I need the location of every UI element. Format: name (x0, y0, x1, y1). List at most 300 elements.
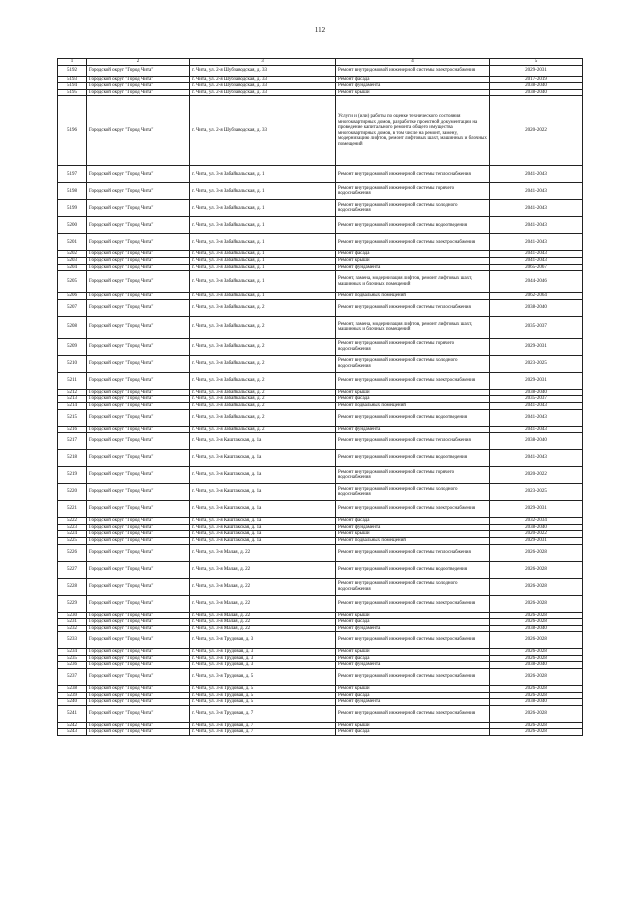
municipality-cell: Городской округ "Город Чита" (87, 612, 190, 619)
period-cell: 2041-2043 (490, 234, 583, 251)
work-type-cell: Ремонт фасада (336, 396, 490, 403)
work-type-cell: Ремонт внутридомовой инженерной системы водоотведения (336, 217, 490, 234)
address-cell: г. Чита, ул. 3-я Каштакская, д. 1а (190, 450, 336, 467)
work-type-cell: Ремонт крыши (336, 649, 490, 656)
row-number: 5199 (58, 200, 87, 217)
column-header: 1 (58, 59, 87, 66)
period-cell: 2026-2028 (490, 561, 583, 578)
table-row (58, 692, 583, 699)
work-type-cell: Ремонт, замена, модернизация лифтов, ремонт лифтовых шахт, машинных и блочных помещений (336, 316, 490, 338)
address-cell: г. Чита, ул. 2-я Шубзаводская, д. 33 (190, 65, 336, 76)
row-number: 5230 (58, 612, 87, 619)
table-row (58, 426, 583, 433)
address-cell: г. Чита, ул. 2-я Шубзаводская, д. 33 (190, 76, 336, 83)
address-cell: г. Чита, ул. 2-я Шубзаводская, д. 33 (190, 96, 336, 166)
municipality-cell: Городской округ "Город Чита" (87, 234, 190, 251)
period-cell: 2041-2043 (490, 217, 583, 234)
table-row (58, 355, 583, 372)
address-cell: г. Чита, ул. 3-я Малая, д. 22 (190, 544, 336, 561)
municipality-cell: Городской округ "Город Чита" (87, 561, 190, 578)
period-cell: 2026-2028 (490, 686, 583, 693)
table-row (58, 729, 583, 736)
work-type-cell: Ремонт фасада (336, 518, 490, 525)
municipality-cell: Городской округ "Город Чита" (87, 531, 190, 538)
row-number: 5227 (58, 561, 87, 578)
address-cell: г. Чита, ул. 3-я Малая, д. 22 (190, 578, 336, 595)
address-cell: г. Чита, ул. 3-я Каштакская, д. 1а (190, 524, 336, 531)
period-cell: 2041-2043 (490, 257, 583, 264)
period-cell: 2026-2028 (490, 612, 583, 619)
row-number: 5212 (58, 389, 87, 396)
municipality-cell: Городской округ "Город Чита" (87, 578, 190, 595)
table-row (58, 561, 583, 578)
address-cell: г. Чита, ул. 3-я Трудовая, д. 3 (190, 662, 336, 669)
municipality-cell: Городской округ "Город Чита" (87, 544, 190, 561)
work-type-cell: Ремонт фундамента (336, 264, 490, 271)
work-type-cell: Ремонт фундамента (336, 83, 490, 90)
table-row (58, 699, 583, 706)
row-number: 5219 (58, 467, 87, 484)
page-number: 112 (314, 26, 326, 34)
row-number: 5201 (58, 234, 87, 251)
row-number: 5215 (58, 409, 87, 426)
municipality-cell: Городской округ "Город Чита" (87, 484, 190, 501)
address-cell: г. Чита, ул. 3-я Каштакская, д. 1а (190, 484, 336, 501)
work-type-cell: Ремонт подвальных помещений (336, 537, 490, 544)
municipality-cell: Городской округ "Город Чита" (87, 722, 190, 729)
work-type-cell: Ремонт внутридомовой инженерной системы электроснабжения (336, 595, 490, 612)
work-type-cell: Ремонт внутридомовой инженерной системы холодного водоснабжения (336, 484, 490, 501)
municipality-cell: Городской округ "Город Чита" (87, 389, 190, 396)
table-row (58, 299, 583, 316)
address-cell: г. Чита, ул. 3-я Забайкальская, д. 1 (190, 234, 336, 251)
period-cell: 2029-2031 (490, 338, 583, 355)
row-number: 5195 (58, 89, 87, 96)
row-number: 5233 (58, 632, 87, 649)
period-cell: 2026-2028 (490, 632, 583, 649)
row-number: 5221 (58, 501, 87, 518)
municipality-cell: Городской округ "Город Чита" (87, 338, 190, 355)
work-type-cell: Ремонт фасада (336, 251, 490, 258)
period-cell: 2026-2028 (490, 578, 583, 595)
period-cell: 2038-2040 (490, 89, 583, 96)
row-number: 5238 (58, 686, 87, 693)
municipality-cell: Городской округ "Город Чита" (87, 537, 190, 544)
address-cell: г. Чита, ул. 3-я Трудовая, д. 3 (190, 649, 336, 656)
work-type-cell: Услуги и (или) работы по оценке технического состояния многоквартирных домов, разработке проектной документации на проведение капитального ремонта общего имущества многоквартирных домов, в том числе на ремонт, замену, модернизацию лифтов, ремонт лифтовых шахт, машинных и блочных помещений (336, 96, 490, 166)
row-number: 5211 (58, 372, 87, 389)
period-cell: 2029-2031 (490, 65, 583, 76)
column-header: 2 (87, 59, 190, 66)
row-number: 5206 (58, 293, 87, 300)
row-number: 5202 (58, 251, 87, 258)
row-number: 5217 (58, 433, 87, 450)
row-number: 5240 (58, 699, 87, 706)
column-header: 3 (190, 59, 336, 66)
period-cell: 2041-2043 (490, 409, 583, 426)
work-type-cell: Ремонт фундамента (336, 699, 490, 706)
work-type-cell: Ремонт фасада (336, 619, 490, 626)
address-cell: г. Чита, ул. 3-я Забайкальская, д. 1 (190, 166, 336, 183)
table-row (58, 217, 583, 234)
table-row (58, 625, 583, 632)
municipality-cell: Городской округ "Город Чита" (87, 89, 190, 96)
period-cell: 2041-2043 (490, 426, 583, 433)
table-row (58, 76, 583, 83)
municipality-cell: Городской округ "Город Чита" (87, 662, 190, 669)
work-type-cell: Ремонт внутридомовой инженерной системы электроснабжения (336, 65, 490, 76)
period-cell: 2026-2028 (490, 619, 583, 626)
address-cell: г. Чита, ул. 3-я Каштакская, д. 1а (190, 501, 336, 518)
period-cell: 2026-2028 (490, 692, 583, 699)
work-type-cell: Ремонт фасада (336, 692, 490, 699)
period-cell: 2026-2028 (490, 729, 583, 736)
address-cell: г. Чита, ул. 3-я Забайкальская, д. 1 (190, 293, 336, 300)
row-number: 5226 (58, 544, 87, 561)
work-type-cell: Ремонт внутридомовой инженерной системы горячего водоснабжения (336, 467, 490, 484)
table-row (58, 705, 583, 722)
row-number: 5197 (58, 166, 87, 183)
table-row (58, 433, 583, 450)
municipality-cell: Городской округ "Город Чита" (87, 705, 190, 722)
row-number: 5236 (58, 662, 87, 669)
address-cell: г. Чита, ул. 3-я Забайкальская, д. 1 (190, 183, 336, 200)
table-row (58, 409, 583, 426)
work-type-cell: Ремонт фундамента (336, 662, 490, 669)
address-cell: г. Чита, ул. 3-я Забайкальская, д. 2 (190, 396, 336, 403)
period-cell: 2026-2028 (490, 705, 583, 722)
period-cell: 2029-2031 (490, 501, 583, 518)
row-number: 5214 (58, 402, 87, 409)
municipality-cell: Городской округ "Город Чита" (87, 699, 190, 706)
municipality-cell: Городской округ "Город Чита" (87, 518, 190, 525)
address-cell: г. Чита, ул. 3-я Трудовая, д. 7 (190, 705, 336, 722)
table-row (58, 402, 583, 409)
row-number: 5229 (58, 595, 87, 612)
table-row (58, 662, 583, 669)
work-type-cell: Ремонт фасада (336, 729, 490, 736)
municipality-cell: Городской округ "Город Чита" (87, 686, 190, 693)
municipality-cell: Городской округ "Город Чита" (87, 649, 190, 656)
municipality-cell: Городской округ "Город Чита" (87, 200, 190, 217)
municipality-cell: Городской округ "Город Чита" (87, 183, 190, 200)
period-cell: 2038-2040 (490, 389, 583, 396)
municipality-cell: Городской округ "Город Чита" (87, 65, 190, 76)
address-cell: г. Чита, ул. 3-я Малая, д. 22 (190, 561, 336, 578)
period-cell: 2044-2046 (490, 271, 583, 293)
municipality-cell: Городской округ "Город Чита" (87, 409, 190, 426)
address-cell: г. Чита, ул. 3-я Забайкальская, д. 1 (190, 217, 336, 234)
row-number: 5210 (58, 355, 87, 372)
work-type-cell: Ремонт фундамента (336, 524, 490, 531)
table-row (58, 450, 583, 467)
period-cell: 2026-2028 (490, 649, 583, 656)
table-row (58, 595, 583, 612)
municipality-cell: Городской округ "Город Чита" (87, 372, 190, 389)
address-cell: г. Чита, ул. 3-я Трудовая, д. 7 (190, 722, 336, 729)
municipality-cell: Городской округ "Город Чита" (87, 76, 190, 83)
row-number: 5203 (58, 257, 87, 264)
address-cell: г. Чита, ул. 3-я Каштакская, д. 1а (190, 537, 336, 544)
table-body (58, 65, 583, 735)
period-cell: 2026-2028 (490, 655, 583, 662)
table-row (58, 264, 583, 271)
address-cell: г. Чита, ул. 3-я Забайкальская, д. 2 (190, 426, 336, 433)
row-number: 5213 (58, 396, 87, 403)
work-type-cell: Ремонт фундамента (336, 625, 490, 632)
table-row (58, 544, 583, 561)
work-type-cell: Ремонт внутридомовой инженерной системы теплоснабжения (336, 299, 490, 316)
table-row (58, 293, 583, 300)
address-cell: г. Чита, ул. 3-я Малая, д. 22 (190, 619, 336, 626)
address-cell: г. Чита, ул. 3-я Забайкальская, д. 2 (190, 316, 336, 338)
municipality-cell: Городской округ "Город Чита" (87, 426, 190, 433)
period-cell: 2038-2040 (490, 699, 583, 706)
address-cell: г. Чита, ул. 3-я Трудовая, д. 5 (190, 692, 336, 699)
column-header: 5 (490, 59, 583, 66)
address-cell: г. Чита, ул. 3-я Забайкальская, д. 2 (190, 355, 336, 372)
row-number: 5194 (58, 83, 87, 90)
period-cell: 2038-2040 (490, 83, 583, 90)
table-row (58, 316, 583, 338)
address-cell: г. Чита, ул. 3-я Малая, д. 22 (190, 625, 336, 632)
work-type-cell: Ремонт внутридомовой инженерной системы водоотведения (336, 409, 490, 426)
municipality-cell: Городской округ "Город Чита" (87, 96, 190, 166)
period-cell: 2026-2028 (490, 669, 583, 686)
row-number: 5231 (58, 619, 87, 626)
table-row (58, 89, 583, 96)
row-number: 5234 (58, 649, 87, 656)
table-row (58, 396, 583, 403)
period-cell: 2041-2043 (490, 251, 583, 258)
period-cell: 2041-2043 (490, 166, 583, 183)
period-cell: 2020-2022 (490, 467, 583, 484)
address-cell: г. Чита, ул. 2-я Шубзаводская, д. 33 (190, 83, 336, 90)
period-cell: 2038-2040 (490, 662, 583, 669)
period-cell: 2026-2028 (490, 595, 583, 612)
municipality-cell: Городской округ "Город Чита" (87, 433, 190, 450)
work-type-cell: Ремонт крыши (336, 686, 490, 693)
table-row (58, 183, 583, 200)
row-number: 5196 (58, 96, 87, 166)
period-cell: 2038-2040 (490, 299, 583, 316)
work-type-cell: Ремонт внутридомовой инженерной системы холодного водоснабжения (336, 355, 490, 372)
table-row (58, 484, 583, 501)
table-row (58, 257, 583, 264)
row-number: 5239 (58, 692, 87, 699)
address-cell: г. Чита, ул. 3-я Трудовая, д. 5 (190, 686, 336, 693)
work-type-cell: Ремонт внутридомовой инженерной системы электроснабжения (336, 705, 490, 722)
table-row (58, 722, 583, 729)
table-row (58, 83, 583, 90)
work-type-cell: Ремонт крыши (336, 612, 490, 619)
period-cell: 2041-2043 (490, 183, 583, 200)
table-row (58, 686, 583, 693)
row-number: 5228 (58, 578, 87, 595)
work-type-cell: Ремонт внутридомовой инженерной системы водоотведения (336, 450, 490, 467)
row-number: 5232 (58, 625, 87, 632)
table-row (58, 200, 583, 217)
period-cell: 2029-2031 (490, 537, 583, 544)
period-cell: 2026-2028 (490, 722, 583, 729)
table-row (58, 537, 583, 544)
address-cell: г. Чита, ул. 2-я Шубзаводская, д. 33 (190, 89, 336, 96)
table-row (58, 234, 583, 251)
row-number: 5204 (58, 264, 87, 271)
table-row (58, 166, 583, 183)
row-number: 5243 (58, 729, 87, 736)
period-cell: 2020-2022 (490, 531, 583, 538)
table-row (58, 501, 583, 518)
row-number: 5225 (58, 537, 87, 544)
row-number: 5237 (58, 669, 87, 686)
row-number: 5205 (58, 271, 87, 293)
period-cell: 2038-2040 (490, 524, 583, 531)
address-cell: г. Чита, ул. 3-я Забайкальская, д. 1 (190, 257, 336, 264)
work-type-cell: Ремонт внутридомовой инженерной системы холодного водоснабжения (336, 578, 490, 595)
period-cell: 2032-2034 (490, 518, 583, 525)
work-type-cell: Ремонт внутридомовой инженерной системы электроснабжения (336, 669, 490, 686)
work-type-cell: Ремонт внутридомовой инженерной системы электроснабжения (336, 501, 490, 518)
row-number: 5192 (58, 65, 87, 76)
address-cell: г. Чита, ул. 3-я Трудовая, д. 3 (190, 632, 336, 649)
row-number: 5200 (58, 217, 87, 234)
address-cell: г. Чита, ул. 3-я Малая, д. 22 (190, 595, 336, 612)
table-row (58, 669, 583, 686)
work-type-cell: Ремонт подвальных помещений (336, 293, 490, 300)
address-cell: г. Чита, ул. 3-я Трудовая, д. 5 (190, 699, 336, 706)
work-type-cell: Ремонт внутридомовой инженерной системы электроснабжения (336, 234, 490, 251)
municipality-cell: Городской округ "Город Чита" (87, 355, 190, 372)
row-number: 5207 (58, 299, 87, 316)
work-type-cell: Ремонт внутридомовой инженерной системы водоотведения (336, 561, 490, 578)
row-number: 5220 (58, 484, 87, 501)
address-cell: г. Чита, ул. 3-я Каштакская, д. 1а (190, 518, 336, 525)
period-cell: 2029-2031 (490, 372, 583, 389)
table-row (58, 619, 583, 626)
address-cell: г. Чита, ул. 3-я Трудовая, д. 5 (190, 669, 336, 686)
table-row (58, 649, 583, 656)
period-cell: 2017-2019 (490, 76, 583, 83)
work-type-cell: Ремонт внутридомовой инженерной системы холодного водоснабжения (336, 200, 490, 217)
row-number: 5198 (58, 183, 87, 200)
address-cell: г. Чита, ул. 3-я Забайкальская, д. 2 (190, 299, 336, 316)
work-type-cell: Ремонт внутридомовой инженерной системы горячего водоснабжения (336, 183, 490, 200)
municipality-cell: Городской округ "Город Чита" (87, 166, 190, 183)
address-cell: г. Чита, ул. 3-я Забайкальская, д. 2 (190, 389, 336, 396)
municipality-cell: Городской округ "Город Чита" (87, 316, 190, 338)
row-number: 5235 (58, 655, 87, 662)
row-number: 5242 (58, 722, 87, 729)
row-number: 5222 (58, 518, 87, 525)
address-cell: г. Чита, ул. 3-я Каштакская, д. 1а (190, 433, 336, 450)
period-cell: 2035-2037 (490, 396, 583, 403)
municipality-cell: Городской округ "Город Чита" (87, 217, 190, 234)
work-type-cell: Ремонт крыши (336, 722, 490, 729)
period-cell: 2041-2043 (490, 450, 583, 467)
municipality-cell: Городской округ "Город Чита" (87, 293, 190, 300)
municipality-cell: Городской округ "Город Чита" (87, 501, 190, 518)
table-row (58, 96, 583, 166)
address-cell: г. Чита, ул. 3-я Трудовая, д. 7 (190, 729, 336, 736)
table-row (58, 338, 583, 355)
address-cell: г. Чита, ул. 3-я Забайкальская, д. 2 (190, 372, 336, 389)
municipality-cell: Городской округ "Город Чита" (87, 264, 190, 271)
address-cell: г. Чита, ул. 3-я Забайкальская, д. 2 (190, 409, 336, 426)
municipality-cell: Городской округ "Город Чита" (87, 251, 190, 258)
address-cell: г. Чита, ул. 3-я Забайкальская, д. 1 (190, 264, 336, 271)
municipality-cell: Городской округ "Город Чита" (87, 271, 190, 293)
municipality-cell: Городской округ "Город Чита" (87, 257, 190, 264)
work-type-cell: Ремонт крыши (336, 389, 490, 396)
work-type-cell: Ремонт крыши (336, 531, 490, 538)
period-cell: 2023-2025 (490, 484, 583, 501)
municipality-cell: Городской округ "Город Чита" (87, 83, 190, 90)
municipality-cell: Городской округ "Город Чита" (87, 402, 190, 409)
work-type-cell: Ремонт внутридомовой инженерной системы теплоснабжения (336, 544, 490, 561)
repair-plan-table (57, 58, 583, 736)
period-cell: 2035-2037 (490, 316, 583, 338)
table-row (58, 612, 583, 619)
address-cell: г. Чита, ул. 3-я Трудовая, д. 3 (190, 655, 336, 662)
municipality-cell: Городской округ "Город Чита" (87, 299, 190, 316)
municipality-cell: Городской округ "Город Чита" (87, 595, 190, 612)
table-row (58, 271, 583, 293)
period-cell: 2038-2040 (490, 625, 583, 632)
municipality-cell: Городской округ "Город Чита" (87, 396, 190, 403)
work-type-cell: Ремонт фундамента (336, 426, 490, 433)
table-row (58, 518, 583, 525)
row-number: 5218 (58, 450, 87, 467)
municipality-cell: Городской округ "Город Чита" (87, 655, 190, 662)
address-cell: г. Чита, ул. 3-я Забайкальская, д. 1 (190, 251, 336, 258)
work-type-cell: Ремонт внутридомовой инженерной системы теплоснабжения (336, 433, 490, 450)
row-number: 5193 (58, 76, 87, 83)
address-cell: г. Чита, ул. 3-я Каштакская, д. 1а (190, 467, 336, 484)
column-header: 4 (336, 59, 490, 66)
municipality-cell: Городской округ "Город Чита" (87, 692, 190, 699)
municipality-cell: Городской округ "Город Чита" (87, 467, 190, 484)
address-cell: г. Чита, ул. 3-я Малая, д. 22 (190, 612, 336, 619)
row-number: 5216 (58, 426, 87, 433)
address-cell: г. Чита, ул. 3-я Каштакская, д. 1а (190, 531, 336, 538)
address-cell: г. Чита, ул. 3-я Забайкальская, д. 1 (190, 271, 336, 293)
table-row (58, 65, 583, 76)
table-row (58, 389, 583, 396)
municipality-cell: Городской округ "Город Чита" (87, 729, 190, 736)
table-row (58, 632, 583, 649)
address-cell: г. Чита, ул. 3-я Забайкальская, д. 2 (190, 402, 336, 409)
table-row (58, 467, 583, 484)
work-type-cell: Ремонт подвальных помещений (336, 402, 490, 409)
period-cell: 2020-2022 (490, 96, 583, 166)
table-row (58, 251, 583, 258)
work-type-cell: Ремонт крыши (336, 89, 490, 96)
work-type-cell: Ремонт, замена, модернизация лифтов, ремонт лифтовых шахт, машинных и блочных помещений (336, 271, 490, 293)
table-row (58, 531, 583, 538)
table-row (58, 372, 583, 389)
period-cell: 2062-2064 (490, 293, 583, 300)
row-number: 5224 (58, 531, 87, 538)
row-number: 5241 (58, 705, 87, 722)
period-cell: 2023-2025 (490, 355, 583, 372)
work-type-cell: Ремонт внутридомовой инженерной системы горячего водоснабжения (336, 338, 490, 355)
row-number: 5208 (58, 316, 87, 338)
municipality-cell: Городской округ "Город Чита" (87, 524, 190, 531)
work-type-cell: Ремонт внутридомовой инженерной системы электроснабжения (336, 632, 490, 649)
row-number: 5209 (58, 338, 87, 355)
period-cell: 2065-2067 (490, 264, 583, 271)
